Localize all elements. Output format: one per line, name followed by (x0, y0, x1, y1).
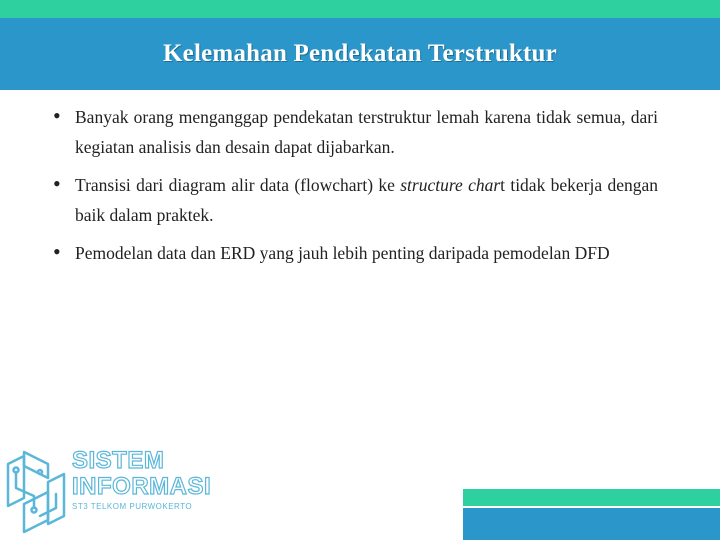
logo-line-institution: ST3 TELKOM PURWOKERTO (72, 502, 193, 511)
bullet-italic-text: structure char (400, 175, 501, 195)
sistem-informasi-logo (4, 447, 212, 538)
bullet-text-after: t tidak bekerja dengan baik dalam praktek. (75, 175, 658, 225)
logo-line-informasi: INFORMASI (72, 473, 212, 500)
bullet-item (52, 102, 658, 162)
bullet-list (52, 102, 658, 276)
top-accent-stripe (0, 0, 720, 18)
bottom-accent-blue (463, 508, 720, 540)
logo-text (72, 448, 211, 511)
logo-line-sistem: SISTEM (72, 447, 165, 474)
bottom-accent-teal (463, 489, 720, 506)
bullet-item (52, 238, 658, 268)
slide-title: Kelemahan Pendekatan Terstruktur (163, 40, 557, 67)
bullet-text: Pemodelan data dan ERD yang jauh lebih penting daripada pemodelan DFD (75, 243, 610, 263)
title-bar (0, 18, 720, 90)
bullet-text: Transisi dari diagram alir data (flowchart) ke (75, 175, 401, 195)
circuit-s-logo-icon (4, 448, 68, 538)
bullet-text: Banyak orang menganggap pendekatan terstruktur lemah karena tidak semua, dari kegiatan analisis dan desain dapat dijabarkan. (75, 107, 658, 157)
bullet-item (52, 170, 658, 230)
